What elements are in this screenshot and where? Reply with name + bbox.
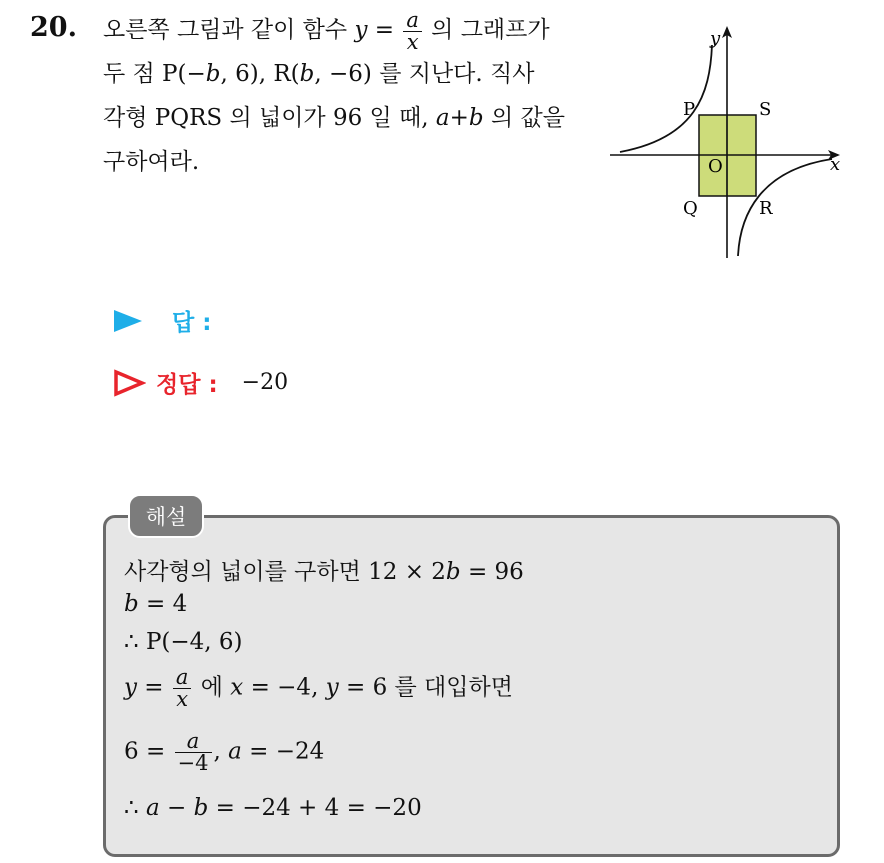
var-y: y — [325, 674, 339, 701]
point-r-label: R — [759, 198, 773, 219]
origin-label: O — [708, 156, 723, 177]
text-span: = — [367, 17, 402, 43]
x-axis-label: x — [830, 154, 841, 175]
var-x: x — [230, 674, 244, 701]
text-span: 오른쪽 그림과 같이 함수 — [103, 17, 355, 43]
text-span: 구하여라. — [103, 149, 200, 175]
text-span: − — [159, 795, 194, 821]
answer-label: 답 : — [172, 310, 212, 336]
text-span: + — [449, 105, 469, 131]
explanation-line-3 — [124, 629, 243, 655]
var-b: b — [205, 61, 221, 87]
text-span: = −24 — [241, 738, 325, 765]
text-span: = — [137, 674, 171, 701]
text-span: = −24 + 4 = −20 — [208, 795, 422, 821]
fraction-a-over-minus4 — [175, 731, 212, 774]
explanation-line-1 — [124, 553, 524, 586]
var-a: a — [145, 795, 160, 821]
explanation-line-4 — [124, 667, 513, 710]
play-triangle-icon — [112, 307, 146, 335]
point-p-label: P — [683, 99, 696, 120]
text-span: ∴ — [124, 795, 146, 821]
question-line-4 — [103, 140, 593, 184]
explanation-line-5 — [124, 731, 324, 774]
text-span: 의 값을 — [483, 105, 565, 131]
question-text — [103, 8, 593, 184]
var-y: y — [354, 17, 368, 43]
var-b: b — [124, 591, 139, 617]
question-line-2 — [103, 52, 593, 96]
frac-den: x — [403, 31, 422, 53]
var-b: b — [468, 105, 484, 131]
hyperbola-graph — [600, 20, 860, 265]
frac-den: x — [173, 688, 192, 710]
hyperbola-branch-left — [620, 45, 712, 152]
question-line-1 — [103, 8, 593, 52]
point-q-label: Q — [683, 198, 698, 219]
text-span: , — [213, 738, 229, 765]
frac-num: a — [186, 729, 200, 753]
fraction-a-over-x — [173, 667, 192, 710]
text-span: , 6), R( — [220, 61, 300, 87]
correct-answer-value: −20 — [241, 370, 289, 395]
text-span: 각형 PQRS 의 넓이가 96 일 때, — [103, 105, 436, 131]
question-line-3 — [103, 96, 593, 140]
var-y: y — [124, 674, 137, 701]
text-span: 사각형의 넓이를 구하면 12 × 2 — [124, 559, 446, 585]
frac-num: a — [406, 7, 419, 32]
var-b: b — [299, 61, 315, 87]
frac-num: a — [175, 665, 189, 689]
y-axis-label: y — [710, 28, 721, 49]
text-span: 두 점 P(− — [103, 61, 206, 87]
question-number: 20. — [30, 12, 77, 43]
var-a: a — [435, 105, 450, 131]
point-s-label: S — [759, 99, 772, 120]
explanation-line-2 — [124, 591, 187, 617]
text-span: = −4, — [243, 674, 326, 701]
fraction-a-over-x — [403, 7, 422, 54]
outline-triangle-icon — [112, 369, 146, 397]
explanation-tab: 해설 — [128, 494, 204, 538]
explanation-line-6 — [124, 795, 422, 821]
frac-den: −4 — [175, 752, 212, 774]
text-span: ∴ P(−4, 6) — [124, 629, 243, 655]
correct-answer-row — [112, 366, 288, 399]
var-b: b — [193, 795, 209, 821]
text-span: = 6 를 대입하면 — [338, 674, 513, 701]
answer-row — [112, 304, 235, 337]
text-span: = 96 — [460, 559, 524, 585]
text-span: , −6) 를 지난다. 직사 — [314, 61, 535, 87]
text-span: 에 — [193, 674, 231, 701]
var-b: b — [445, 559, 461, 585]
var-a: a — [228, 738, 242, 765]
text-span: 6 = — [124, 738, 173, 765]
text-span: = 4 — [138, 591, 188, 617]
text-span: 의 그래프가 — [423, 17, 550, 43]
correct-answer-label: 정답 : — [156, 372, 218, 398]
